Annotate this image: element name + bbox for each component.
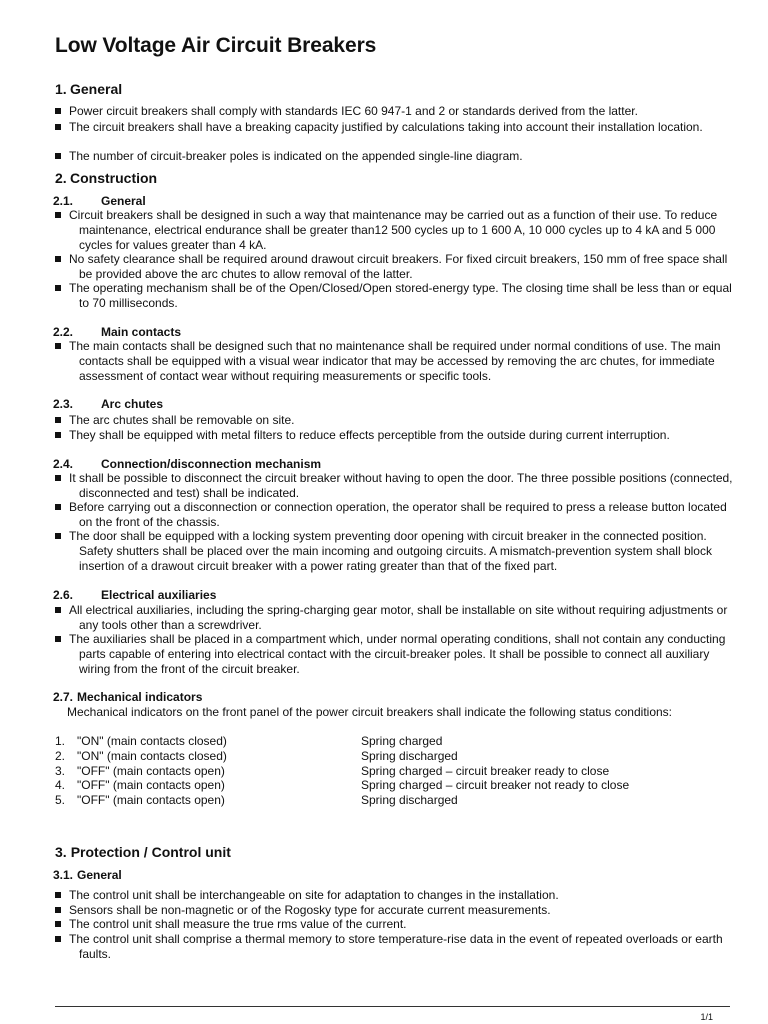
section-number: 2. bbox=[55, 170, 67, 186]
section-title: General bbox=[70, 81, 123, 97]
indicators-intro: Mechanical indicators on the front panel of the power circuit breakers shall indicate the following status conditions: bbox=[67, 705, 672, 719]
bullet-icon bbox=[55, 153, 61, 159]
list-item: The control unit shall comprise a thermal memory to store temperature-rise data in the event of repeated overloads or earth faults. bbox=[55, 932, 735, 962]
list-item: The control unit shall measure the true rms value of the current. bbox=[55, 917, 735, 932]
list-item: Circuit breakers shall be designed in such a way that maintenance may be carried out as a function of their use. To reduce maintenance, electrical endurance shall be greater than12 500 cycles up to 1 600 A, 10 000 cycles up to 4 kA and 5 000 cycles for values greater than 4 kA. bbox=[55, 208, 735, 253]
list-item: The auxiliaries shall be placed in a compartment which, under normal operating conditions, shall not contain any conducting parts capable of entering into electrical contact with the circuit-breaker poles. It shall be possible to connect all auxiliary wiring from the front of the circuit breaker. bbox=[55, 632, 735, 677]
subsection-title: Connection/disconnection mechanism bbox=[101, 457, 322, 471]
list-item: Sensors shall be non-magnetic or of the Rogosky type for accurate current measurements. bbox=[55, 903, 735, 918]
bullet-icon bbox=[55, 124, 61, 130]
list-item: The main contacts shall be designed such that no maintenance shall be required under normal conditions of use. The main contacts shall be equipped with a visual wear indicator that may be accessed by removing the arc chutes, for immediate assessment of contact wear without requiring measurements or specific tools. bbox=[55, 339, 735, 384]
bullet-icon bbox=[55, 475, 61, 481]
bullet-icon bbox=[55, 285, 61, 291]
subsection-2-1-heading bbox=[53, 194, 146, 208]
subsection-title: Mechanical indicators bbox=[77, 690, 203, 704]
subsection-number: 2.7. bbox=[53, 690, 74, 704]
table-row: 2. "ON" (main contacts closed) Spring discharged bbox=[55, 749, 458, 763]
table-row: 3. "OFF" (main contacts open) Spring charged – circuit breaker ready to close bbox=[55, 764, 610, 778]
section-number: 3. bbox=[55, 844, 67, 860]
subsection-2-7-heading bbox=[53, 690, 202, 704]
subsection-2-4-heading bbox=[53, 457, 321, 471]
subsection-title: Electrical auxiliaries bbox=[101, 588, 217, 602]
list-item: The arc chutes shall be removable on site. bbox=[55, 413, 735, 428]
bullet-icon bbox=[55, 907, 61, 913]
section-3-heading bbox=[55, 844, 231, 860]
list-item: They shall be equipped with metal filters to reduce effects perceptible from the outside during current interruption. bbox=[55, 428, 735, 443]
bullet-icon bbox=[55, 533, 61, 539]
list-item: It shall be possible to disconnect the circuit breaker without having to open the door. The three possible positions (connected, disconnected and test) shall be indicated. bbox=[55, 471, 735, 501]
subsection-2-2-heading bbox=[53, 325, 181, 339]
bullet-icon bbox=[55, 108, 61, 114]
subsection-title: General bbox=[101, 194, 146, 208]
bullet-icon bbox=[55, 504, 61, 510]
subsection-title: General bbox=[77, 868, 122, 882]
bullet-icon bbox=[55, 417, 61, 423]
page-title: Low Voltage Air Circuit Breakers bbox=[55, 34, 377, 57]
table-row: 4. "OFF" (main contacts open) Spring charged – circuit breaker not ready to close bbox=[55, 778, 630, 792]
subsection-number: 2.3. bbox=[53, 397, 74, 411]
subsection-3-1-heading bbox=[53, 868, 122, 882]
list-item: The operating mechanism shall be of the Open/Closed/Open stored-energy type. The closing time shall be less than or equal to 70 milliseconds. bbox=[55, 281, 735, 311]
list-item: The door shall be equipped with a locking system preventing door opening with circuit breaker in the connected position. Safety shutters shall be placed over the main incoming and outgoing circuits. A mismatch-prevention system shall block insertion of a drawout circuit breaker with a power rating greater than that of the fixed part. bbox=[55, 529, 735, 574]
list-item: Before carrying out a disconnection or connection operation, the operator shall be required to press a release button located on the front of the chassis. bbox=[55, 500, 735, 530]
bullet-icon bbox=[55, 256, 61, 262]
subsection-title: Arc chutes bbox=[101, 397, 164, 411]
page-number: 1/1 bbox=[700, 1012, 713, 1022]
section-1-heading bbox=[55, 81, 122, 97]
subsection-2-3-heading bbox=[53, 397, 163, 411]
list-item: All electrical auxiliaries, including the spring-charging gear motor, shall be installable on site without requiring adjustments or any tools other than a screwdriver. bbox=[55, 603, 735, 633]
bullet-icon bbox=[55, 936, 61, 942]
subsection-number: 2.6. bbox=[53, 588, 74, 602]
section-2-heading bbox=[55, 170, 157, 186]
subsection-number: 2.4. bbox=[53, 457, 74, 471]
bullet-icon bbox=[55, 636, 61, 642]
list-item: The circuit breakers shall have a breaking capacity justified by calculations taking into account their installation location. bbox=[55, 120, 735, 135]
bullet-icon bbox=[55, 343, 61, 349]
subsection-number: 2.1. bbox=[53, 194, 74, 208]
bullet-icon bbox=[55, 921, 61, 927]
section-title: Protection / Control unit bbox=[70, 844, 231, 860]
bullet-icon bbox=[55, 432, 61, 438]
subsection-number: 2.2. bbox=[53, 325, 74, 339]
list-item: No safety clearance shall be required around drawout circuit breakers. For fixed circuit breakers, 150 mm of free space shall be provided above the arc chutes to allow removal of the latter. bbox=[55, 252, 735, 282]
list-item: Power circuit breakers shall comply with standards IEC 60 947-1 and 2 or standards derived from the latter. bbox=[55, 104, 735, 119]
section-title: Construction bbox=[70, 170, 158, 186]
subsection-number: 3.1. bbox=[53, 868, 74, 882]
table-row: 5. "OFF" (main contacts open) Spring discharged bbox=[55, 793, 458, 807]
table-row: 1. "ON" (main contacts closed) Spring charged bbox=[55, 734, 443, 748]
bullet-icon bbox=[55, 892, 61, 898]
list-item: The number of circuit-breaker poles is indicated on the appended single-line diagram. bbox=[55, 149, 735, 164]
footer-rule bbox=[55, 1006, 730, 1007]
bullet-icon bbox=[55, 212, 61, 218]
subsection-title: Main contacts bbox=[101, 325, 182, 339]
section-number: 1. bbox=[55, 81, 67, 97]
subsection-2-6-heading bbox=[53, 588, 216, 602]
list-item: The control unit shall be interchangeable on site for adaptation to changes in the installation. bbox=[55, 888, 735, 903]
bullet-icon bbox=[55, 607, 61, 613]
